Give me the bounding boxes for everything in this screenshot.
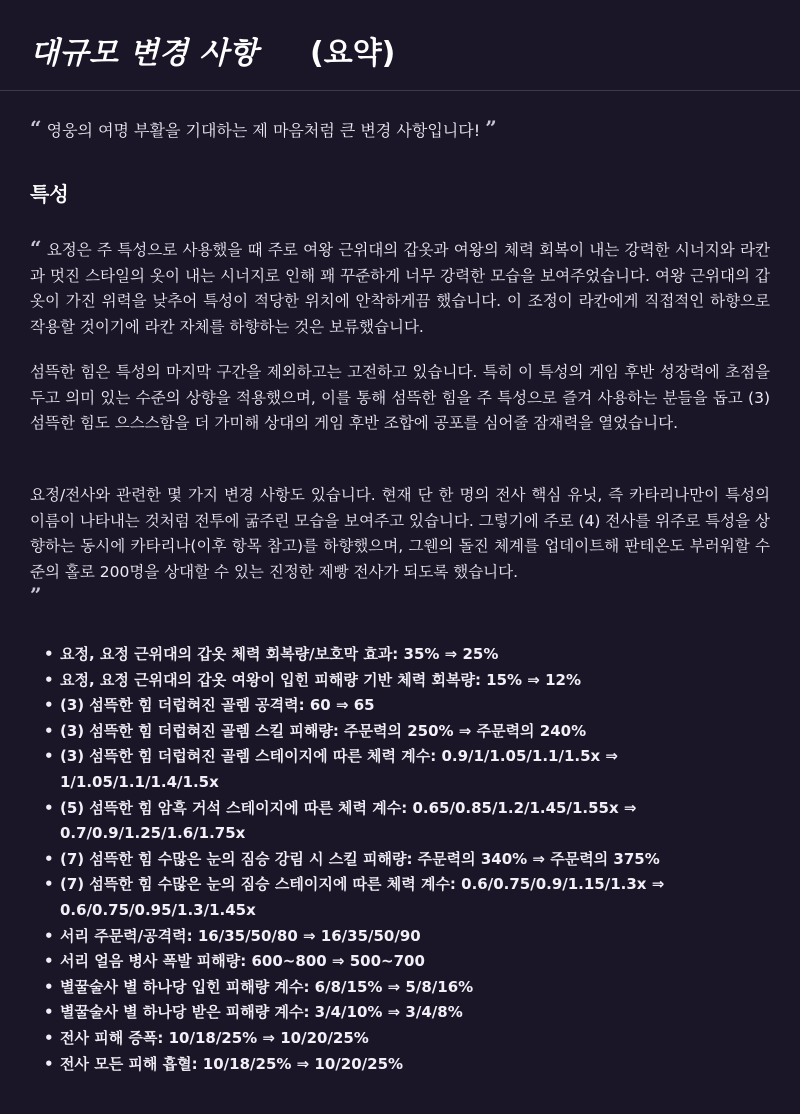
close-quote-icon: ” xyxy=(485,116,497,140)
paragraph-warrior xyxy=(30,483,770,611)
paragraph-eldritch: 섬뜩한 힘은 특성의 마지막 구간을 제외하고는 고전하고 있습니다. 특히 이 특성의 게임 후반 성장력에 초점을 두고 의미 있는 수준의 상향을 적용했으며, 이를 통해 섬뜩한 힘을 주 특성으로 즐겨 사용하는 분들을 돕고 (3) 섬뜩한 힘도 으스스함을 더 가미해 상대의 게임 후반 조합에 공포를 심어줄 잠재력을 열었습니다. xyxy=(30,363,770,432)
list-item: • 별꿀술사 별 하나당 입힌 피해량 계수: 6/8/15% ⇒ 5/8/16% xyxy=(40,975,760,1001)
open-quote-icon: “ xyxy=(30,236,42,260)
list-item: • 전사 모든 피해 흡혈: 10/18/25% ⇒ 10/20/25% xyxy=(40,1052,760,1078)
change-list xyxy=(40,642,760,1077)
list-item: • 요정, 요정 근위대의 갑옷 여왕이 입힌 피해량 기반 체력 회복량: 15% ⇒ 12% xyxy=(40,668,760,694)
intro-quote-text: 영웅의 여명 부활을 기대하는 제 마음처럼 큰 변경 사항입니다! xyxy=(46,121,481,140)
list-item: • (3) 섬뜩한 힘 더럽혀진 골렘 스킬 피해량: 주문력의 250% ⇒ 주문력의 240% xyxy=(40,719,760,745)
list-item: • (7) 섬뜩한 힘 수많은 눈의 짐승 스테이지에 따른 체력 계수: 0.6/0.75/0.9/1.15/1.3x ⇒ 0.6/0.75/0.95/1.3/1.45x xyxy=(40,872,760,923)
section-heading: 특성 xyxy=(30,182,69,206)
list-item: • 서리 주문력/공격력: 16/35/50/80 ⇒ 16/35/50/90 xyxy=(40,924,760,950)
list-item: • 전사 피해 증폭: 10/18/25% ⇒ 10/20/25% xyxy=(40,1026,760,1052)
paragraph-fairy-text: 요정은 주 특성으로 사용했을 때 주로 여왕 근위대의 갑옷과 여왕의 체력 회복이 내는 강력한 시너지와 라칸과 멋진 스타일의 옷이 내는 시너지로 인해 꽤 꾸준하게 너무 강력한 모습을 보여주었습니다. 여왕 근위대의 갑옷이 가진 위력을 낮추어 특성이 적당한 위치에 안착하게끔 했습니다. 이 조정이 라칸에게 직접적인 하향으로 작용할 것이기에 라칸 자체를 하향하는 것은 보류했습니다. xyxy=(30,241,770,336)
list-item: • 요정, 요정 근위대의 갑옷 체력 회복량/보호막 효과: 35% ⇒ 25% xyxy=(40,642,760,668)
list-item: • 별꿀술사 별 하나당 받은 피해량 계수: 3/4/10% ⇒ 3/4/8% xyxy=(40,1000,760,1026)
intro-quote xyxy=(30,118,770,144)
paragraph-fairy xyxy=(30,238,770,340)
list-item: • (5) 섬뜩한 힘 암흑 거석 스테이지에 따른 체력 계수: 0.65/0.85/1.2/1.45/1.55x ⇒ 0.7/0.9/1.25/1.6/1.75x xyxy=(40,796,760,847)
list-item: • (3) 섬뜩한 힘 더럽혀진 골렘 공격력: 60 ⇒ 65 xyxy=(40,693,760,719)
paragraph-warrior-text: 요정/전사와 관련한 몇 가지 변경 사항도 있습니다. 현재 단 한 명의 전사 핵심 유닛, 즉 카타리나만이 특성의 이름이 나타내는 것처럼 전투에 굶주린 모습을 보여주고 있습니다. 그렇기에 주로 (4) 전사를 위주로 특성을 상향하는 동시에 카타리나(이후 항목 참고)를 하향했으며, 그웬의 돌진 체계를 업데이트해 판테온도 부러워할 수준의 홀로 200명을 상대할 수 있는 진정한 제빵 전사가 되도록 했습니다. xyxy=(30,486,770,581)
page-header xyxy=(0,0,800,91)
list-item: • (3) 섬뜩한 힘 더럽혀진 골렘 스테이지에 따른 체력 계수: 0.9/1/1.05/1.1/1.5x ⇒ 1/1.05/1.1/1.4/1.5x xyxy=(40,744,760,795)
page-subtitle: (요약) xyxy=(310,36,396,71)
list-item: • (7) 섬뜩한 힘 수많은 눈의 짐승 강림 시 스킬 피해량: 주문력의 340% ⇒ 주문력의 375% xyxy=(40,847,760,873)
close-quote-icon: ” xyxy=(30,583,42,607)
list-item: • 서리 얼음 병사 폭발 피해량: 600~800 ⇒ 500~700 xyxy=(40,949,760,975)
open-quote-icon: “ xyxy=(30,116,42,140)
page-title: 대규모 변경 사항 xyxy=(30,36,259,71)
